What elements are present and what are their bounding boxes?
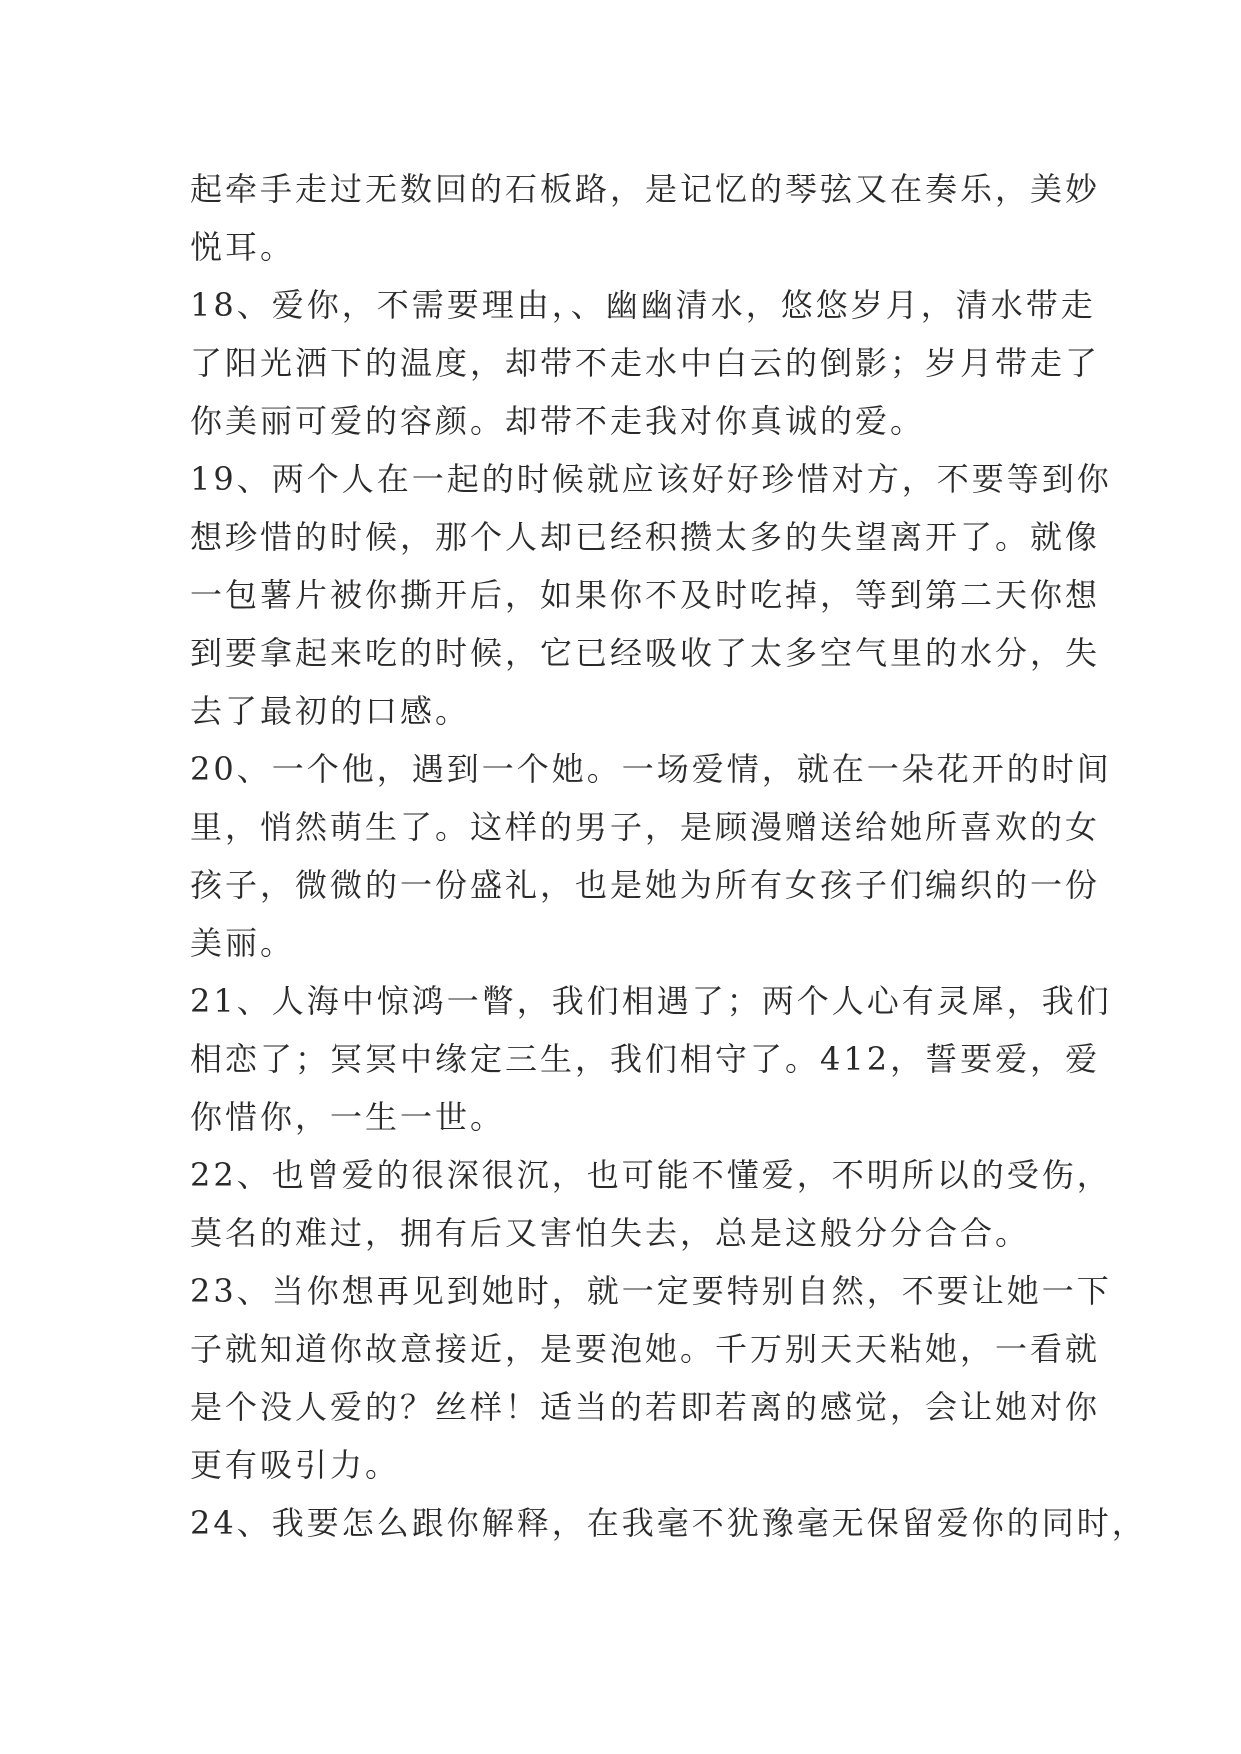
text-line: 相恋了；冥冥中缘定三生，我们相守了。412，誓要爱，爱	[190, 1040, 1101, 1078]
text-line: 到要拿起来吃的时候，它已经吸收了太多空气里的水分，失	[190, 634, 1101, 672]
text-line: 24、我要怎么跟你解释，在我毫不犹豫毫无保留爱你的同时，	[190, 1504, 1147, 1542]
text-line: 子就知道你故意接近，是要泡她。千万别天天粘她，一看就	[190, 1330, 1101, 1368]
text-line: 19、两个人在一起的时候就应该好好珍惜对方，不要等到你	[190, 460, 1112, 498]
text-line: 莫名的难过，拥有后又害怕失去，总是这般分分合合。	[190, 1214, 1031, 1252]
text-line: 是个没人爱的？丝样！适当的若即若离的感觉，会让她对你	[190, 1388, 1101, 1426]
text-line: 一包薯片被你撕开后，如果你不及时吃掉，等到第二天你想	[190, 576, 1101, 614]
text-line: 美丽。	[190, 924, 296, 962]
text-line: 去了最初的口感。	[190, 692, 471, 730]
text-line: 想珍惜的时候，那个人却已经积攒太多的失望离开了。就像	[190, 518, 1101, 556]
text-line: 你美丽可爱的容颜。却带不走我对你真诚的爱。	[190, 402, 926, 440]
text-line: 18、爱你，不需要理由，、幽幽清水，悠悠岁月，清水带走	[190, 286, 1096, 324]
text-line: 孩子，微微的一份盛礼，也是她为所有女孩子们编织的一份	[190, 866, 1101, 904]
text-line: 更有吸引力。	[190, 1446, 401, 1484]
text-line: 悦耳。	[190, 228, 296, 266]
text-line: 了阳光洒下的温度，却带不走水中白云的倒影；岁月带走了	[190, 344, 1101, 382]
text-line: 21、人海中惊鸿一瞥，我们相遇了；两个人心有灵犀，我们	[190, 982, 1112, 1020]
body-text	[190, 160, 1147, 1552]
text-line: 20、一个他，遇到一个她。一场爱情，就在一朵花开的时间	[190, 750, 1112, 788]
text-line: 里，悄然萌生了。这样的男子，是顾漫赠送给她所喜欢的女	[190, 808, 1101, 846]
text-line: 起牵手走过无数回的石板路，是记忆的琴弦又在奏乐，美妙	[190, 170, 1101, 208]
text-line: 你惜你，一生一世。	[190, 1098, 506, 1136]
text-line: 23、当你想再见到她时，就一定要特别自然，不要让她一下	[190, 1272, 1112, 1310]
text-line: 22、也曾爱的很深很沉，也可能不懂爱，不明所以的受伤，	[190, 1156, 1112, 1194]
